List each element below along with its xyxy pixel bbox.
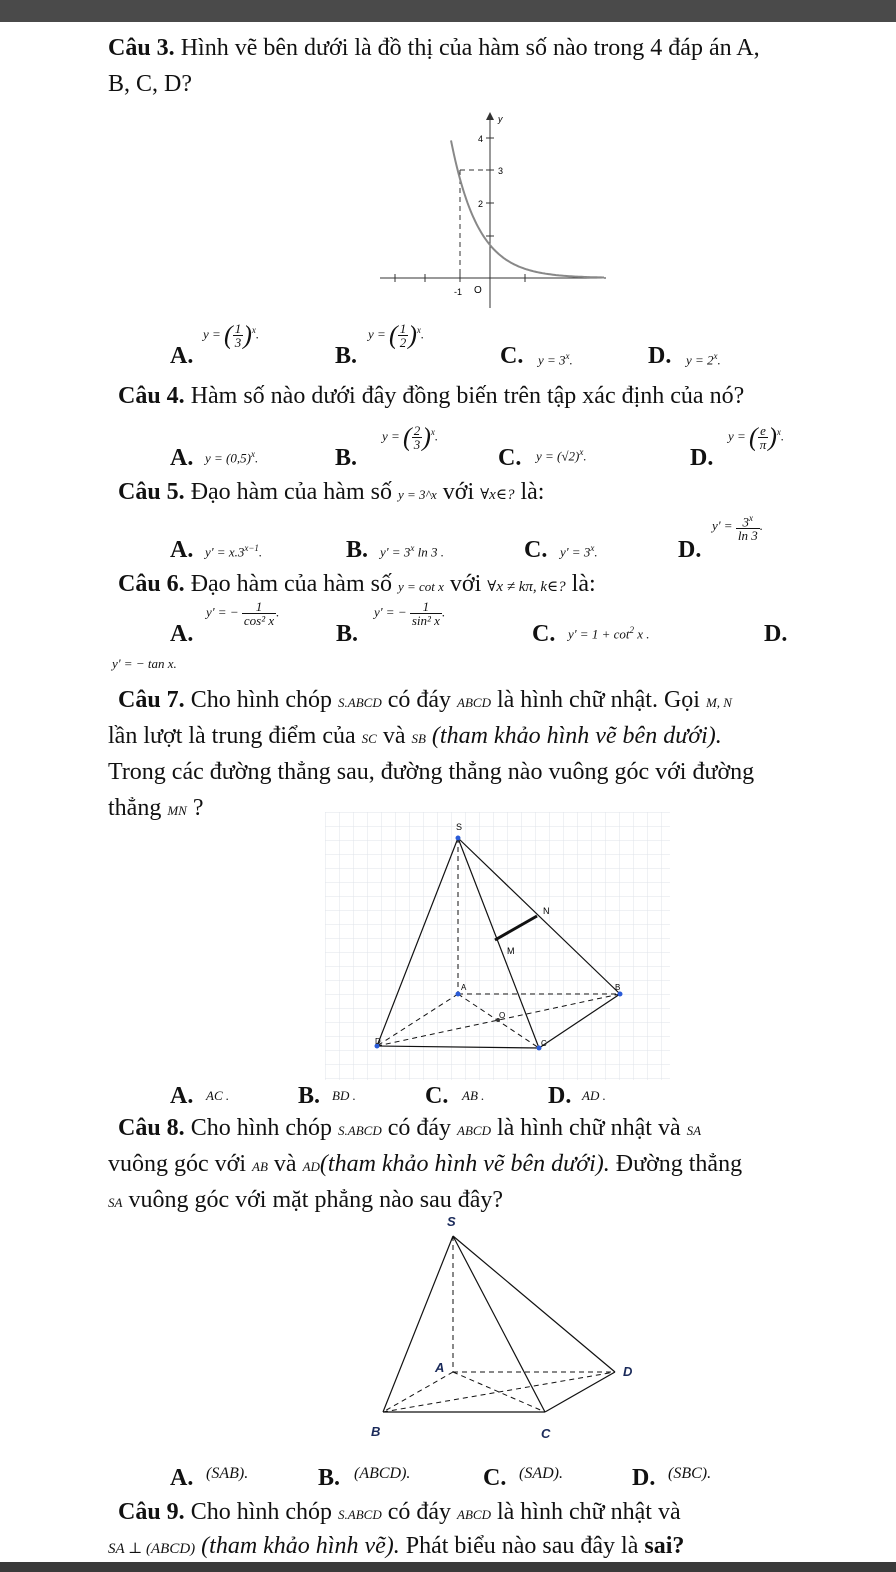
- q6-option-c[interactable]: C.: [532, 621, 556, 647]
- q4-formula-c: $y = (√2)^x$.: [536, 447, 587, 464]
- q4-option-d[interactable]: D.: [690, 445, 714, 471]
- q7-value-a: AC .: [206, 1088, 230, 1103]
- q5-option-a[interactable]: A.: [170, 537, 194, 563]
- q3-option-c[interactable]: C.: [500, 343, 524, 369]
- q6-option-a[interactable]: A.: [170, 621, 194, 647]
- q7-pyramid-figure: [325, 812, 670, 1080]
- q3-formula-b: y = ( $\frac{1}{2}$ )$^x$.: [368, 320, 425, 350]
- q5-line: Câu 5. Đạo hàm của hàm số y = 3^x với ∀x∈? là:: [118, 479, 545, 505]
- q3-option-d[interactable]: D.: [648, 343, 672, 369]
- label-D: D: [375, 1037, 381, 1046]
- q3-formula-c: $y = 3^x$.: [538, 351, 573, 368]
- label-B: B: [615, 983, 621, 992]
- q3-line1: Câu 3. Hình vẽ bên dưới là đồ thị của hàm số nào trong 4 đáp án A,: [108, 35, 760, 61]
- q4-line: Câu 4. Hàm số nào dưới đây đồng biến trên tập xác định của nó?: [118, 383, 745, 409]
- q3-exponential-graph: [370, 110, 610, 310]
- label-A: A: [461, 983, 467, 992]
- q8-line2: vuông góc với AB và AD(tham khảo hình vẽ bên dưới). Đường thẳng: [108, 1151, 743, 1177]
- q4-option-b[interactable]: B.: [335, 445, 358, 471]
- q8-line1: Câu 8. Cho hình chóp S.ABCD có đáy ABCD là hình chữ nhật và SA: [118, 1115, 702, 1141]
- q8-value-d: (SBC).: [668, 1465, 712, 1482]
- q7-option-b[interactable]: B.: [298, 1083, 321, 1109]
- label-S: S: [456, 822, 463, 832]
- q8-option-b[interactable]: B.: [318, 1465, 341, 1491]
- q8-option-c[interactable]: C.: [483, 1465, 507, 1491]
- q7-line1: Câu 7. Cho hình chóp S.ABCD có đáy ABCD là hình chữ nhật. Gọi M, N: [118, 687, 732, 713]
- q4-formula-b: y = ( $\frac{2}{3}$ )$^x$.: [382, 422, 439, 452]
- label-N: N: [543, 906, 550, 916]
- label-B: B: [371, 1424, 381, 1439]
- label-M: M: [507, 946, 515, 956]
- q7-option-a[interactable]: A.: [170, 1083, 194, 1109]
- q7-value-c: AB .: [462, 1088, 485, 1103]
- q6-formula-b: y' = − $\frac{1}{\text{sin² x}}$ .: [374, 599, 446, 628]
- label-D: D: [623, 1364, 633, 1379]
- q5-formula-d: y' = $\frac{3^x}{\ln 3}$ .: [712, 513, 763, 544]
- q8-value-b: (ABCD).: [354, 1465, 411, 1482]
- q9-line1: Câu 9. Cho hình chóp S.ABCD có đáy ABCD là hình chữ nhật và: [118, 1499, 681, 1525]
- q5-formula-b: $y' = 3^x$ ln 3 .: [380, 543, 444, 560]
- q7-line4: thẳng MN ?: [108, 795, 204, 821]
- tick-minus1: -1: [454, 287, 463, 297]
- q6-formula-a: y' = − $\frac{1}{\text{cos² x}}$ .: [206, 599, 280, 628]
- q4-option-c[interactable]: C.: [498, 445, 522, 471]
- top-bar: [0, 0, 896, 22]
- bottom-bar: [0, 1562, 896, 1572]
- q8-value-c: (SAD).: [519, 1465, 563, 1482]
- q3-formula-d: $y = 2^x$.: [686, 351, 721, 368]
- q5-option-d[interactable]: D.: [678, 537, 702, 563]
- q3-line2: B, C, D?: [108, 71, 192, 97]
- q4-formula-d: y = ( $\frac{e}{\pi}$ )$^x$.: [728, 422, 785, 452]
- q3-option-a[interactable]: A.: [170, 343, 194, 369]
- label-S: S: [447, 1214, 456, 1229]
- q8-pyramid-figure: [355, 1212, 655, 1452]
- q7-value-b: BD .: [332, 1088, 356, 1103]
- q3-formula-a: y = ( $\frac{1}{3}$ )$^x$.: [203, 320, 260, 350]
- q7-option-c[interactable]: C.: [425, 1083, 449, 1109]
- origin-label: O: [474, 285, 482, 296]
- q8-option-d[interactable]: D.: [632, 1465, 656, 1491]
- q8-line3: SA vuông góc với mặt phẳng nào sau đây?: [108, 1187, 504, 1213]
- q4-option-a[interactable]: A.: [170, 445, 194, 471]
- q7-value-d: AD .: [582, 1088, 606, 1103]
- q7-option-d[interactable]: D.: [548, 1083, 572, 1109]
- tick-4: 4: [478, 134, 484, 144]
- q5-formula-c: $y' = 3^x$.: [560, 543, 598, 560]
- q8-value-a: (SAB).: [206, 1465, 249, 1482]
- label-O: O: [499, 1011, 506, 1020]
- q9-line2: SA ⊥ (ABCD) (tham khảo hình vẽ). Phát biểu nào sau đây là sai?: [108, 1533, 685, 1559]
- label-C: C: [541, 1426, 551, 1441]
- q6-formula-d: y' = − tan x.: [112, 656, 177, 671]
- q7-line2: lần lượt là trung điểm của SC và SB (tham khảo hình vẽ bên dưới).: [108, 723, 722, 749]
- label-A: A: [435, 1360, 445, 1375]
- y-label: y: [498, 114, 503, 124]
- q7-line3: Trong các đường thẳng sau, đường thẳng nào vuông góc với đường: [108, 759, 755, 785]
- tick-2: 2: [478, 199, 484, 209]
- q6-option-b[interactable]: B.: [336, 621, 359, 647]
- tick-3: 3: [498, 166, 504, 176]
- label-C: C: [541, 1039, 547, 1048]
- q5-formula-a: $y' = x.3^{x-1}$.: [205, 543, 263, 560]
- q5-option-c[interactable]: C.: [524, 537, 548, 563]
- q5-option-b[interactable]: B.: [346, 537, 369, 563]
- q4-formula-a: $y = (0,5)^x$.: [205, 449, 259, 466]
- q3-option-b[interactable]: B.: [335, 343, 358, 369]
- q6-formula-c: $y' = 1 + \cot^2 x$ .: [568, 625, 650, 642]
- q6-line: Câu 6. Đạo hàm của hàm số y = cot x với ∀x ≠ kπ, k∈? là:: [118, 571, 596, 597]
- q6-option-d[interactable]: D.: [764, 621, 788, 647]
- q8-option-a[interactable]: A.: [170, 1465, 194, 1491]
